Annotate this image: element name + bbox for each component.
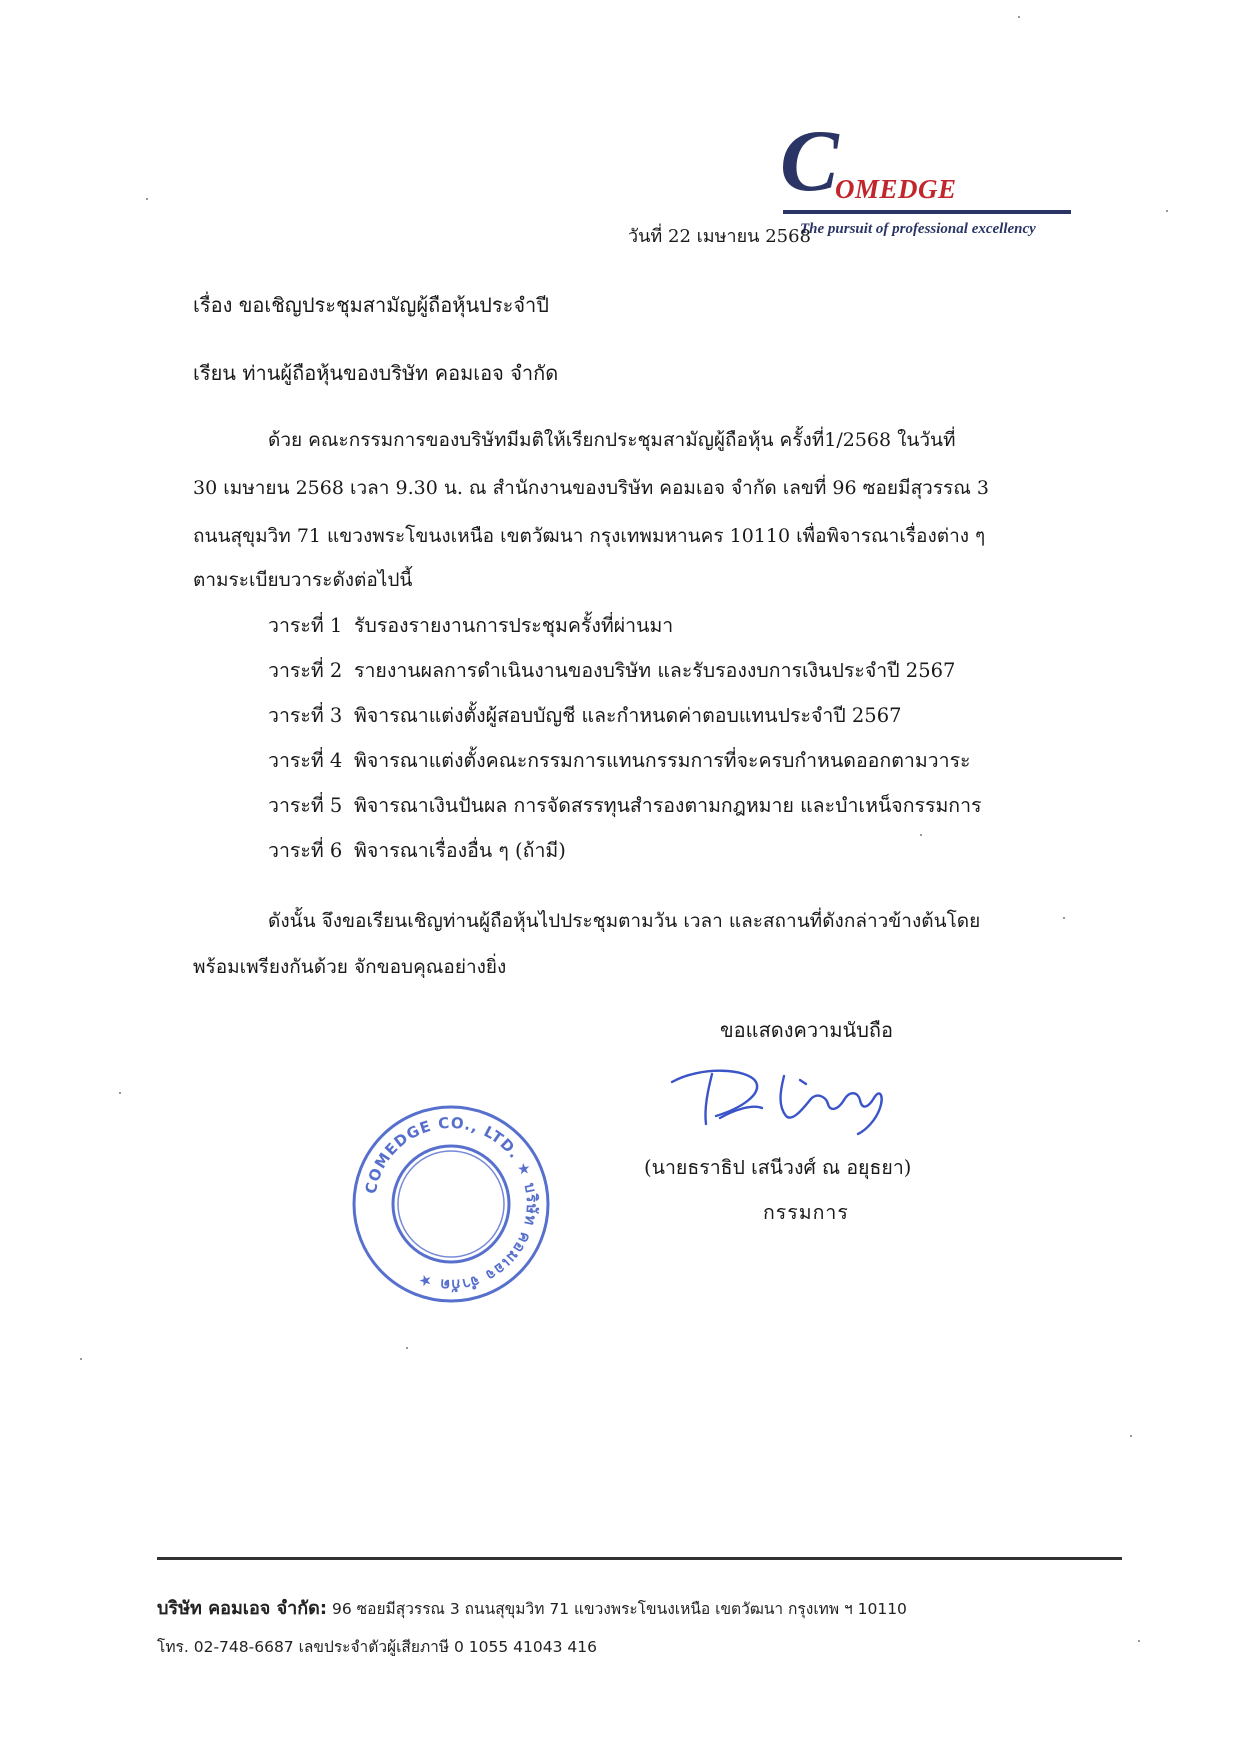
footer-contact: โทร. 02-748-6687 เลขประจำตัวผู้เสียภาษี 0 1055 41043 416: [157, 1638, 597, 1656]
agenda-number: วาระที่ 1: [268, 614, 343, 637]
conclusion-line: ดังนั้น จึงขอเรียนเชิญท่านผู้ถือหุ้นไปประชุมตามวัน เวลา และสถานที่ดังกล่าวข้างต้นโดย: [268, 910, 981, 932]
agenda-text: พิจารณาเรื่องอื่น ๆ (ถ้ามี): [354, 839, 566, 862]
agenda-text: พิจารณาแต่งตั้งผู้สอบบัญชี และกำหนดค่าตอบแทนประจำปี 2567: [354, 704, 902, 727]
scan-speck: [146, 198, 148, 200]
logo-tagline: The pursuit of professional excellency: [800, 221, 1036, 237]
scan-speck: [80, 1358, 82, 1360]
signature-image: [660, 1060, 910, 1140]
agenda-item: [268, 655, 955, 686]
footer-address: [157, 1593, 907, 1622]
agenda-number: วาระที่ 4: [268, 749, 343, 772]
body-line: ตามระเบียบวาระดังต่อไปนี้: [193, 569, 413, 591]
scan-speck: [119, 1092, 121, 1094]
body-line: ถนนสุขุมวิท 71 แขวงพระโขนงเหนือ เขตวัฒนา กรุงเทพมหานคร 10110 เพื่อพิจารณาเรื่องต่าง ๆ: [193, 525, 986, 547]
agenda-number: วาระที่ 3: [268, 704, 343, 727]
body-line: 30 เมษายน 2568 เวลา 9.30 น. ณ สำนักงานของบริษัท คอมเอจ จำกัด เลขที่ 96 ซอยมีสุวรรณ 3: [193, 477, 990, 499]
svg-text:COMEDGE CO., LTD. ★ บริษัท คอม: [362, 1114, 542, 1294]
closing-phrase: ขอแสดงความนับถือ: [720, 1018, 894, 1042]
logo-letter-c: C: [780, 113, 839, 210]
body-line: ด้วย คณะกรรมการของบริษัทมีมติให้เรียกประชุมสามัญผู้ถือหุ้น ครั้งที่1/2568 ในวันที่: [268, 429, 956, 451]
conclusion-line: พร้อมเพรียงกันด้วย จักขอบคุณอย่างยิ่ง: [193, 956, 507, 978]
agenda-text: พิจารณาแต่งตั้งคณะกรรมการแทนกรรมการที่จะครบกำหนดออกตามวาระ: [354, 749, 971, 772]
scan-speck: [1166, 210, 1168, 212]
logo-underline: [783, 210, 1071, 214]
letter-subject: เรื่อง ขอเชิญประชุมสามัญผู้ถือหุ้นประจำปี: [193, 293, 549, 317]
agenda-item: [268, 700, 902, 731]
logo-wordmark: OMEDGE: [835, 174, 957, 204]
letter-date: วันที่ 22 เมษายน 2568: [628, 226, 811, 247]
agenda-number: วาระที่ 2: [268, 659, 343, 682]
agenda-text: รายงานผลการดำเนินงานของบริษัท และรับรองงบการเงินประจำปี 2567: [354, 659, 956, 682]
scan-speck: [1063, 917, 1065, 919]
company-stamp: [350, 1103, 552, 1305]
letter-salutation: เรียน ท่านผู้ถือหุ้นของบริษัท คอมเอจ จำกัด: [193, 361, 559, 385]
scan-speck: [1138, 1640, 1140, 1642]
agenda-item: [268, 610, 673, 641]
signer-position: กรรมการ: [763, 1201, 849, 1224]
scan-speck: [1130, 1435, 1132, 1437]
scan-speck: [406, 1347, 408, 1349]
scan-speck: [1018, 16, 1020, 18]
footer-company-name: บริษัท คอมเอจ จำกัด:: [157, 1598, 328, 1619]
signer-name: (นายธราธิป เสนีวงศ์ ณ อยุธยา): [644, 1156, 912, 1179]
agenda-item: [268, 835, 566, 866]
agenda-number: วาระที่ 5: [268, 794, 343, 817]
scan-speck: [920, 834, 922, 836]
agenda-item: [268, 745, 971, 776]
footer-address-text: 96 ซอยมีสุวรรณ 3 ถนนสุขุมวิท 71 แขวงพระโขนงเหนือ เขตวัฒนา กรุงเทพ ฯ 10110: [327, 1600, 907, 1618]
agenda-number: วาระที่ 6: [268, 839, 343, 862]
agenda-item: [268, 790, 982, 821]
agenda-text: รับรองรายงานการประชุมครั้งที่ผ่านมา: [354, 614, 674, 637]
footer-divider: [157, 1557, 1122, 1560]
stamp-ring-text: COMEDGE CO., LTD. ★ บริษัท คอมเอจ จำกัด ★: [361, 1113, 542, 1295]
agenda-text: พิจารณาเงินปันผล การจัดสรรทุนสำรองตามกฎหมาย และบำเหน็จกรรมการ: [354, 794, 982, 817]
